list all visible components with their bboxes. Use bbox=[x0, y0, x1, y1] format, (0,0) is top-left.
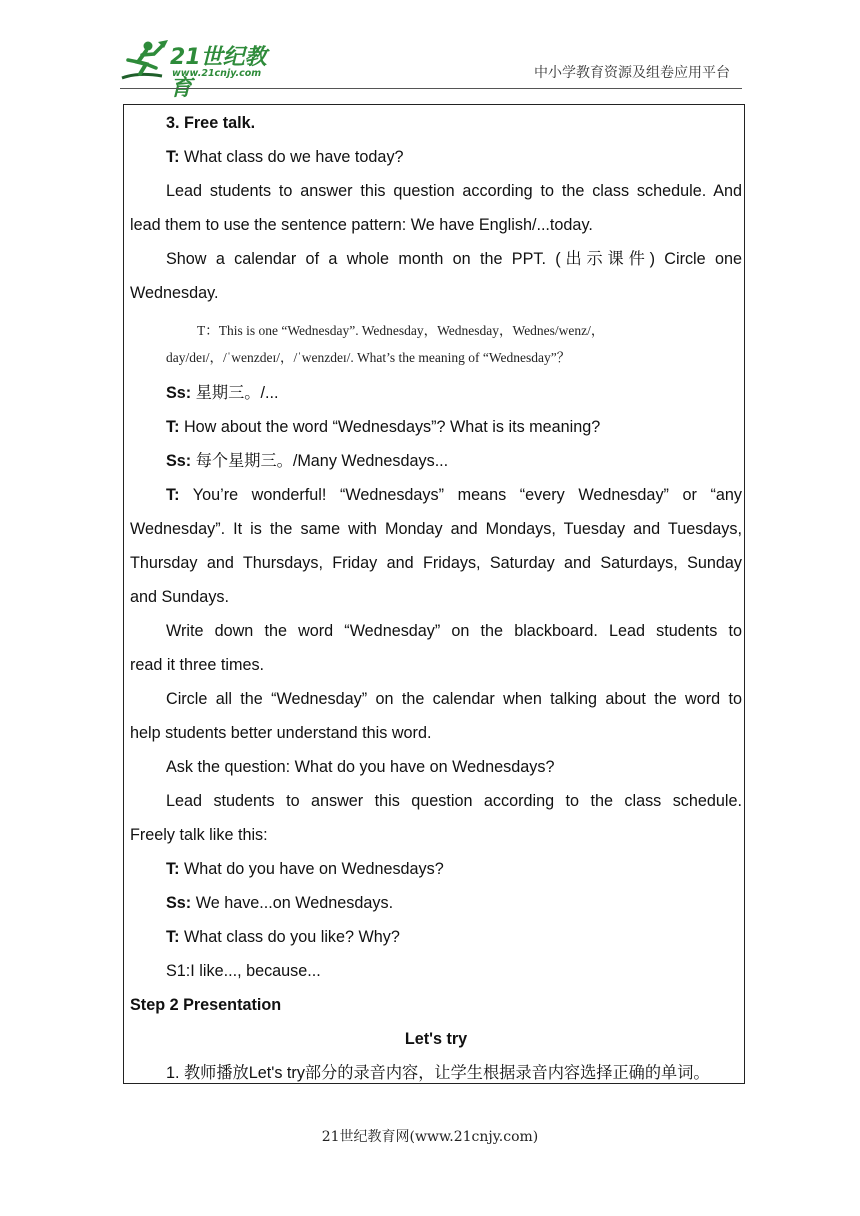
teacher-question-3 bbox=[130, 859, 742, 879]
paragraph-line: Freely talk like this: bbox=[130, 826, 268, 844]
paragraph-line: read it three times. bbox=[130, 656, 265, 674]
runner-icon bbox=[118, 38, 170, 82]
teacher-question-1 bbox=[130, 147, 742, 167]
answer-text: 每个星期三。/Many Wednesdays... bbox=[195, 452, 449, 470]
student-answer-1 bbox=[130, 383, 742, 403]
question-text: What class do you like? Why? bbox=[183, 928, 400, 946]
step-heading: Step 2 Presentation bbox=[130, 996, 282, 1014]
speaker-label: T: bbox=[166, 418, 180, 436]
paragraph-line: Lead students to answer this question according to the class schedule. And bbox=[166, 182, 742, 200]
paragraph-line: lead them to use the sentence pattern: We have English/...today. bbox=[130, 216, 593, 234]
header-divider bbox=[120, 88, 742, 89]
praise-text: You’re wonderful! “Wednesdays” means “every Wednesday” or “any bbox=[192, 486, 742, 504]
answer-text: We have...on Wednesdays. bbox=[195, 894, 394, 912]
platform-title: 中小学教育资源及组卷应用平台 bbox=[534, 65, 730, 81]
teacher-praise-line bbox=[130, 485, 742, 505]
logo-text: 21世纪教育 bbox=[170, 45, 267, 101]
speaker-label: Ss: bbox=[166, 894, 192, 912]
speaker-label: T: bbox=[166, 860, 180, 878]
student-answer-4: S1:I like..., because... bbox=[166, 962, 321, 980]
numbered-item: 1. 教师播放Let's try部分的录音内容，让学生根据录音内容选择正确的单词。 bbox=[166, 1064, 710, 1082]
embedded-text-image bbox=[166, 313, 686, 369]
paragraph-line: help students better understand this word. bbox=[130, 724, 432, 742]
teacher-question-4 bbox=[130, 927, 742, 947]
lesson-table-cell bbox=[123, 104, 745, 1084]
student-answer-3 bbox=[130, 893, 742, 913]
paragraph-line: Thursday and Thursdays, Friday and Fridays, Saturday and Saturdays, Sunday bbox=[130, 554, 742, 572]
paragraph-line: Ask the question: What do you have on Wednesdays? bbox=[166, 758, 555, 776]
paragraph-line: Wednesday”. It is the same with Monday and Mondays, Tuesday and Tuesdays, bbox=[130, 520, 742, 538]
paragraph-line: and Sundays. bbox=[130, 588, 229, 606]
speaker-label: T: bbox=[166, 486, 180, 504]
paragraph-line: Write down the word “Wednesday” on the blackboard. Lead students to bbox=[166, 622, 742, 640]
image-text-line: day/deɪ/，/ˈwenzdeɪ/，/ˈwenzdeɪ/. What’s the meaning of “Wednesday”？ bbox=[166, 350, 571, 365]
teacher-question-2 bbox=[130, 417, 742, 437]
question-text: What do you have on Wednesdays? bbox=[183, 860, 444, 878]
speaker-label: Ss: bbox=[166, 452, 192, 470]
page-footer: 21世纪教育网(www.21cnjy.com) bbox=[321, 1129, 539, 1145]
paragraph-line: Circle all the “Wednesday” on the calendar when talking about the word to bbox=[166, 690, 742, 708]
question-text: What class do we have today? bbox=[183, 148, 404, 166]
free-talk-heading: 3. Free talk. bbox=[166, 114, 256, 132]
question-text: How about the word “Wednesdays”? What is its meaning? bbox=[183, 418, 601, 436]
paragraph-line: Lead students to answer this question according to the class schedule. bbox=[166, 792, 742, 810]
answer-text: 星期三。/... bbox=[195, 384, 279, 402]
student-answer-2 bbox=[130, 451, 742, 471]
speaker-label: T: bbox=[166, 148, 180, 166]
speaker-label: Ss: bbox=[166, 384, 192, 402]
page-header bbox=[0, 0, 860, 101]
speaker-label: T: bbox=[166, 928, 180, 946]
section-title: Let's try bbox=[404, 1030, 468, 1048]
logo-url: www.21cnjy.com bbox=[172, 68, 262, 79]
paragraph-line: Wednesday. bbox=[130, 284, 219, 302]
image-text-line: T：This is one “Wednesday”. Wednesday，Wednesday，Wednes/wenz/， bbox=[197, 323, 605, 338]
site-logo[interactable] bbox=[118, 38, 288, 101]
paragraph-line: Show a calendar of a whole month on the PPT. (出示课件) Circle one bbox=[166, 250, 742, 268]
